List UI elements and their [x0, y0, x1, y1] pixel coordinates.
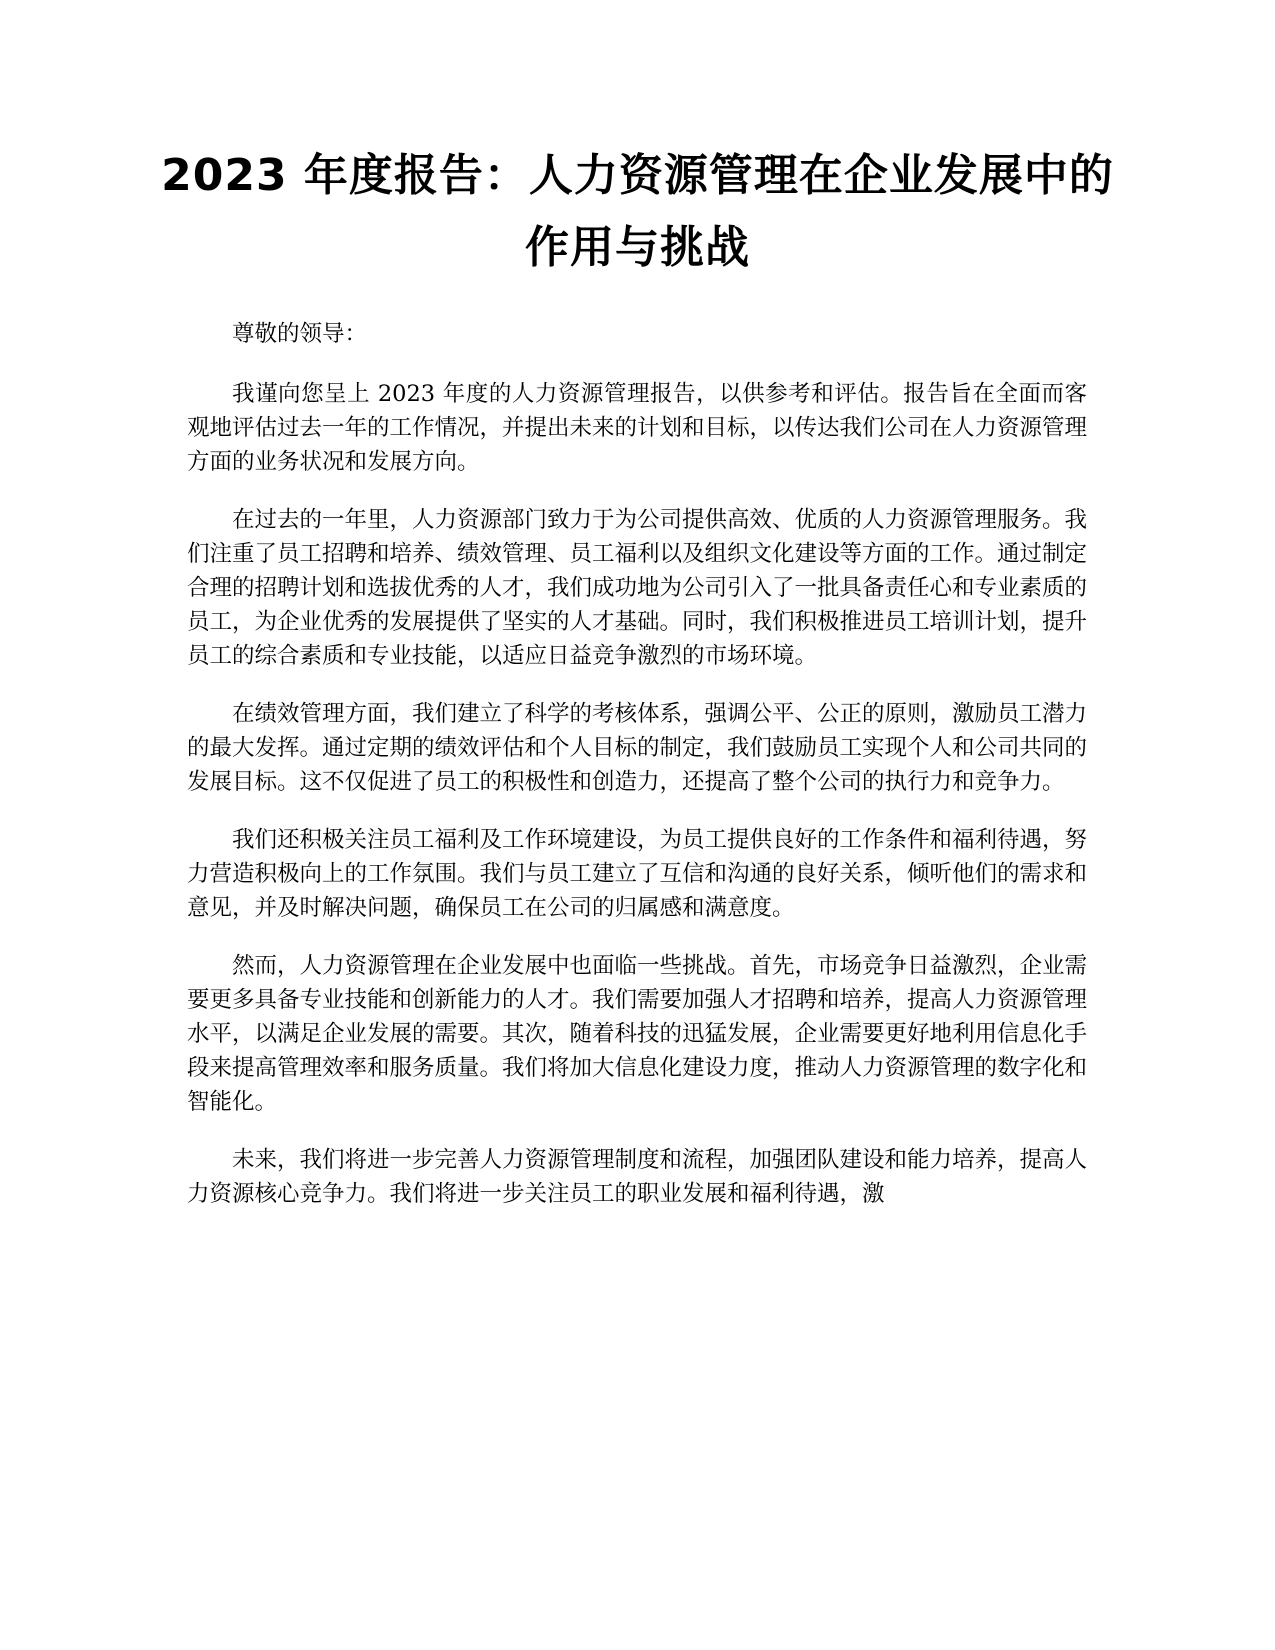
paragraph-performance: 在绩效管理方面，我们建立了科学的考核体系，强调公平、公正的原则，激励员工潜力的最大发挥。通过定期的绩效评估和个人目标的制定，我们鼓励员工实现个人和公司共同的发展目标。这不仅促进了员工的积极性和创造力，还提高了整个公司的执行力和竞争力。 — [187, 701, 1088, 795]
greeting: 尊敬的领导： — [232, 321, 368, 347]
paragraph-challenges: 然而，人力资源管理在企业发展中也面临一些挑战。首先，市场竞争日益激烈，企业需要更多具备专业技能和创新能力的人才。我们需要加强人才招聘和培养，提高人力资源管理水平，以满足企业发展的需要。其次，随着科技的迅猛发展，企业需要更好地利用信息化手段来提高管理效率和服务质量。我们将加大信息化建设力度，推动人力资源管理的数字化和智能化。 — [187, 953, 1088, 1115]
paragraph-welfare: 我们还积极关注员工福利及工作环境建设，为员工提供良好的工作条件和福利待遇，努力营造积极向上的工作氛围。我们与员工建立了互信和沟通的良好关系，倾听他们的需求和意见，并及时解决问题，确保员工在公司的归属感和满意度。 — [187, 827, 1088, 921]
document-title: 2023 年度报告：人力资源管理在企业发展中的作用与挑战 — [161, 150, 1114, 273]
paragraph-future: 未来，我们将进一步完善人力资源管理制度和流程，加强团队建设和能力培养，提高人力资源核心竞争力。我们将进一步关注员工的职业发展和福利待遇，激 — [187, 1147, 1088, 1207]
paragraph-intro: 我谨向您呈上 2023 年度的人力资源管理报告，以供参考和评估。报告旨在全面而客观地评估过去一年的工作情况，并提出未来的计划和目标，以传达我们公司在人力资源管理方面的业务状况和发展方向。 — [187, 381, 1088, 475]
document-body — [187, 317, 1087, 1235]
paragraph-recruitment: 在过去的一年里，人力资源部门致力于为公司提供高效、优质的人力资源管理服务。我们注重了员工招聘和培养、绩效管理、员工福利以及组织文化建设等方面的工作。通过制定合理的招聘计划和选拔优秀的人才，我们成功地为公司引入了一批具备责任心和专业素质的员工，为企业优秀的发展提供了坚实的人才基础。同时，我们积极推进员工培训计划，提升员工的综合素质和专业技能，以适应日益竞争激烈的市场环境。 — [187, 507, 1088, 669]
